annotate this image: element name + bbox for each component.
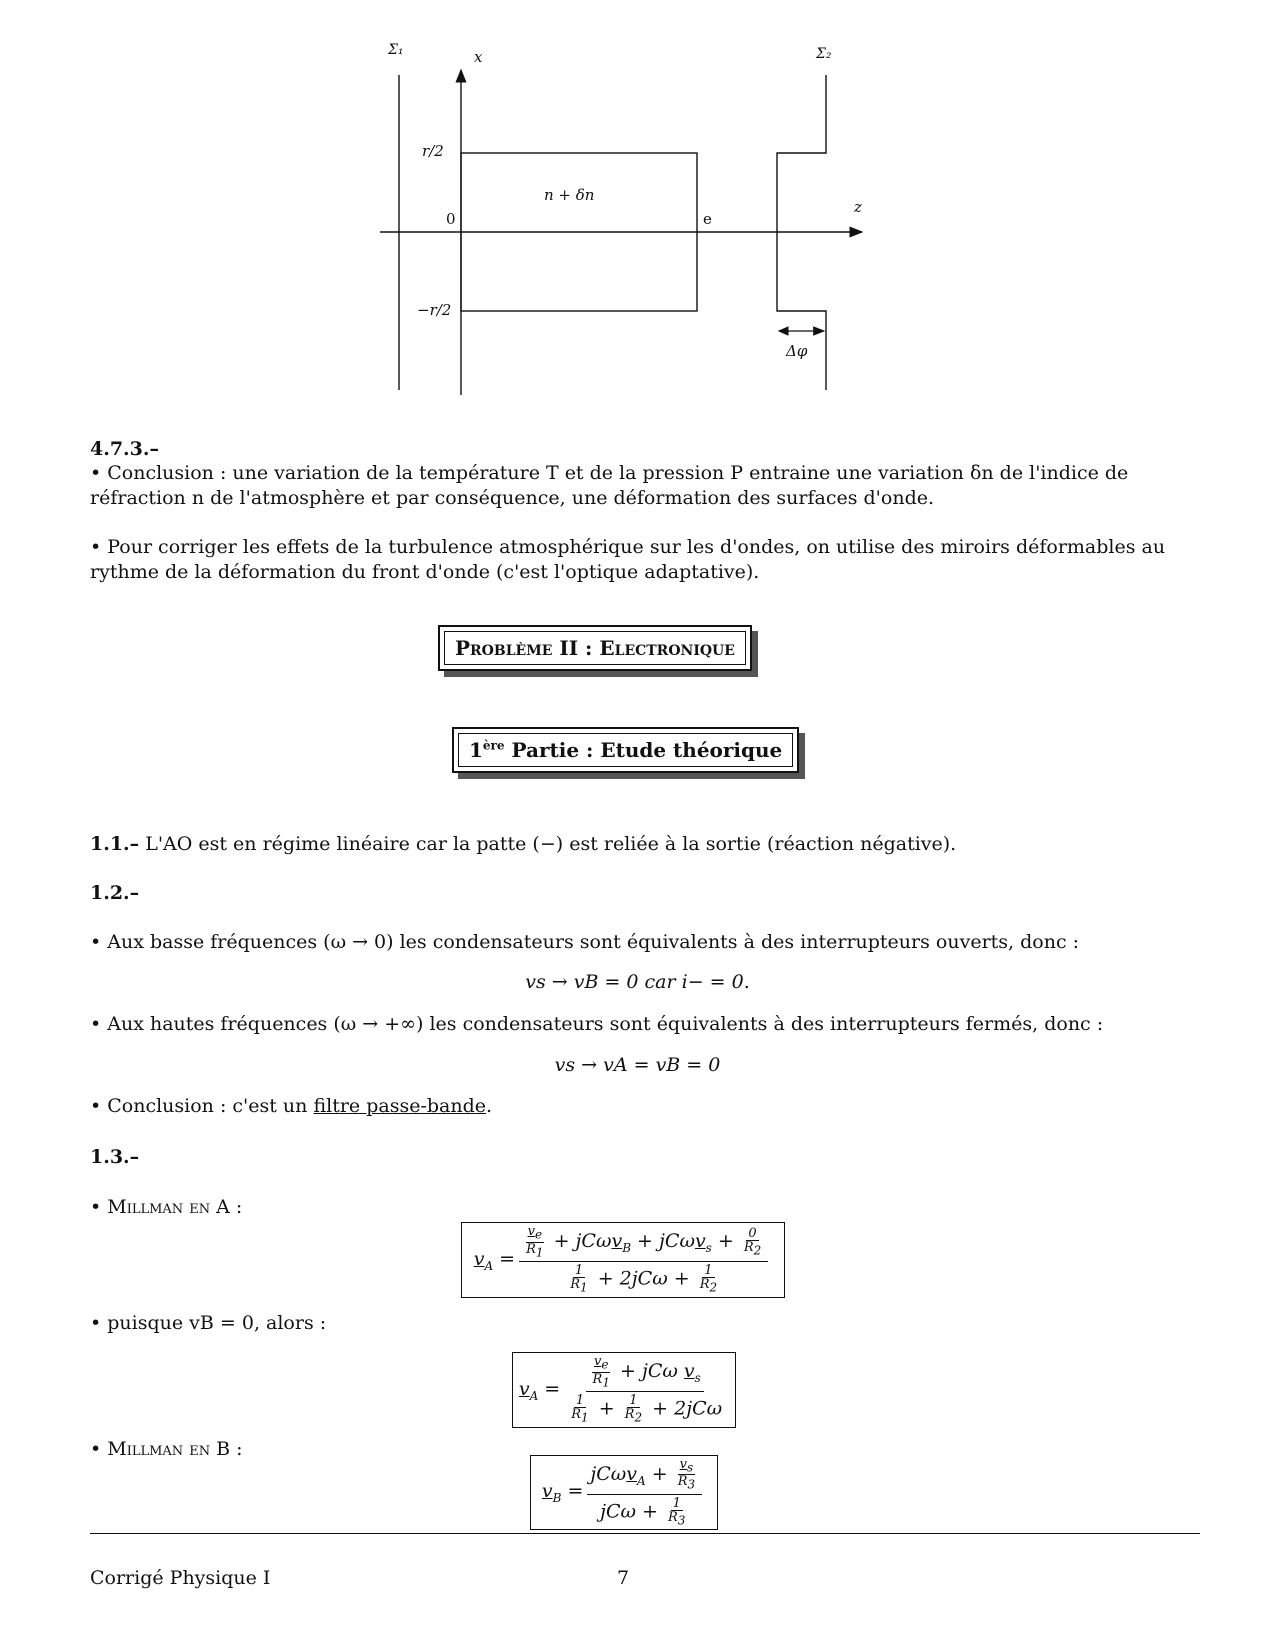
bullet2-text: Pour corriger les effets de la turbulence atmosphérique sur les d'ondes, on utilise des miroirs déformables au rythme de la déformation du front d'onde (c'est l'optique adaptative).: [90, 536, 1166, 583]
refractive-index-label: n + δn: [544, 186, 595, 204]
conclusion-suffix: .: [486, 1095, 493, 1117]
part-title-num: 1: [469, 738, 483, 762]
page-number: 7: [617, 1567, 630, 1589]
millman-a-simplified-equation: $v_A$ = $\frac{v_e}{R_1}$ + jCω $v_s$ $\frac{1}{R_1}$ + $\frac{1}{R_2}$ + 2jCω: [512, 1352, 736, 1428]
conclusion-prefix: Conclusion : c'est un: [107, 1095, 314, 1117]
millman-a-text: Millman en A :: [107, 1196, 243, 1218]
section-473-bullet2: • Pour corriger les effets de la turbulence atmosphérique sur les d'ondes, on utilise des miroirs déformables au rythme de la déformation du front d'onde (c'est l'optique adaptative).: [90, 536, 1166, 583]
origin-label: 0: [446, 210, 456, 228]
millman-b-equation: $v_B$ = jCωv$_A$ + $\frac{v_s}{R_3}$ jCω + $\frac{1}{R_3}$: [530, 1455, 718, 1530]
millman-a-equation: $v_A$ = $\frac{v_e}{R_1}$ + jCωv$_B$ + jCωv$_s$ + $\frac{0}{R_2}$ $\frac{1}{R_1}$ + 2jCω + $\frac{1}{R_2}$: [461, 1222, 785, 1298]
q12-high-text: Aux hautes fréquences (ω → +∞) les condensateurs sont équivalents à des interrupteurs fermés, donc :: [107, 1013, 1104, 1035]
conclusion-underlined: filtre passe-bande: [313, 1095, 486, 1117]
q13-millman-b: • Millman en B :: [90, 1438, 243, 1460]
millman-b-text: Millman en B :: [107, 1438, 243, 1460]
q12-low-text: Aux basse fréquences (ω → 0) les condensateurs sont équivalents à des interrupteurs ouverts, donc :: [107, 931, 1080, 953]
part-title-sup: ère: [482, 738, 505, 753]
x-axis-label: x: [474, 48, 483, 66]
q12-eq-low: vs → vB = 0 car i− = 0.: [525, 971, 750, 993]
section-473-bullet1: • Conclusion : une variation de la température T et de la pression P entraine une variation δn de l'indice de réfraction n de l'atmosphère et par conséquence, une déformation des surfaces d'onde.: [90, 462, 1129, 509]
thickness-label: e: [703, 210, 712, 228]
minus-r-half-label: −r/2: [417, 301, 452, 319]
q13-label: 1.3.–: [90, 1146, 140, 1168]
part-title-box: [452, 727, 799, 773]
q13-millman-a: • Millman en A :: [90, 1196, 243, 1218]
problem-title: Problème II : Electronique: [444, 631, 746, 665]
footer-rule: [90, 1533, 1200, 1534]
bullet1-text: Conclusion : une variation de la température T et de la pression P entraine une variation δn de l'indice de réfraction n de l'atmosphère et par conséquence, une déformation des surfaces d'onde.: [90, 462, 1129, 509]
footer-left: Corrigé Physique I: [90, 1567, 271, 1589]
q12-conclusion: • Conclusion : c'est un filtre passe-bande.: [90, 1095, 493, 1117]
wavefront-diagram: [0, 0, 1275, 400]
delta-phi-label: Δφ: [786, 342, 808, 360]
q11-text: L'AO est en régime linéaire car la patte (−) est reliée à la sortie (réaction négative).: [139, 833, 957, 855]
q12-bullet-high: • Aux hautes fréquences (ω → +∞) les condensateurs sont équivalents à des interrupteurs fermés, donc :: [90, 1013, 1104, 1035]
part-title-rest: Partie : Etude théorique: [504, 738, 783, 762]
q11: [90, 832, 1200, 857]
z-axis-label: z: [854, 198, 862, 216]
part-title: [458, 733, 793, 767]
problem-title-box: [438, 625, 752, 671]
q12-bullet-low: • Aux basse fréquences (ω → 0) les condensateurs sont équivalents à des interrupteurs ouverts, donc :: [90, 931, 1080, 953]
q12-label: 1.2.–: [90, 882, 140, 904]
q12-eq-high: vs → vA = vB = 0: [554, 1054, 721, 1076]
since-vb-text: puisque vB = 0, alors :: [107, 1312, 327, 1334]
section-473-heading: 4.7.3.–: [90, 438, 160, 460]
sigma1-label: Σ₁: [388, 42, 404, 58]
r-half-label: r/2: [422, 142, 444, 160]
q13-since-vb: • puisque vB = 0, alors :: [90, 1312, 327, 1334]
q11-label: 1.1.–: [90, 833, 140, 855]
sigma2-label: Σ₂: [816, 46, 832, 62]
